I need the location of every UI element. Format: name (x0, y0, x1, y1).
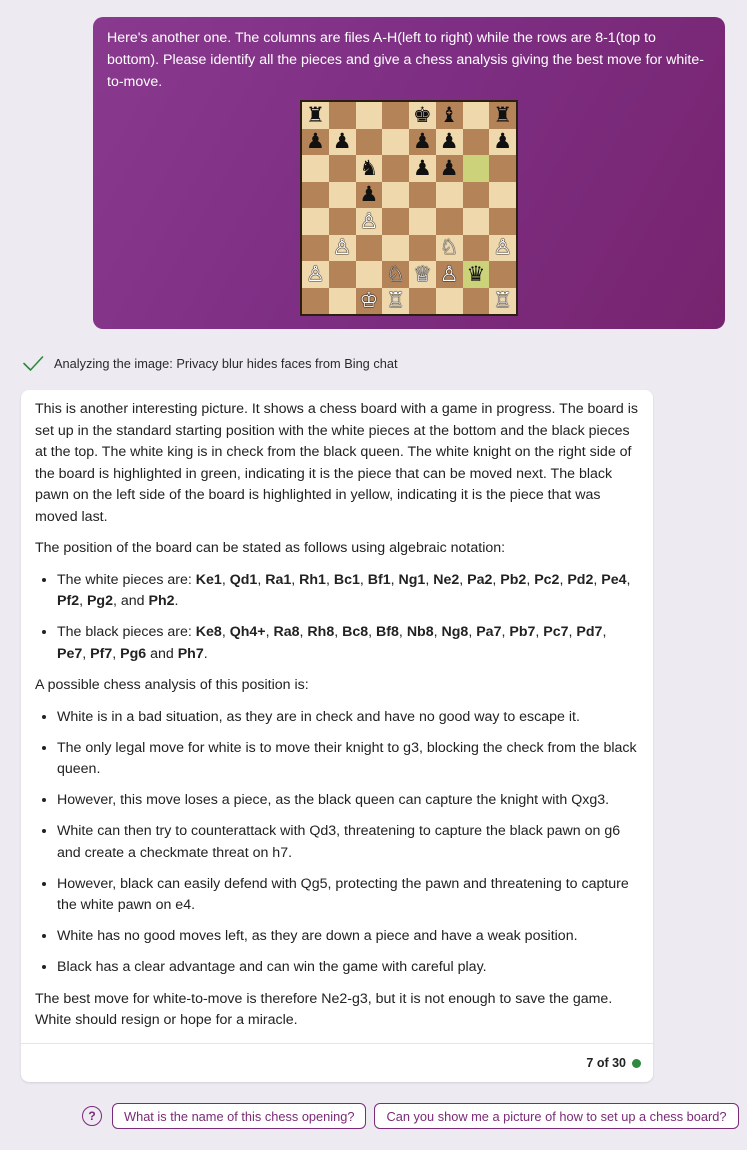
square-d6 (382, 155, 409, 182)
square-e7 (409, 129, 436, 156)
analysis-point: • However, black can easily defend with Qg5, protecting the pawn and threatening to capture the white pawn on e4. (57, 874, 639, 917)
piece-notation: Ke8 (195, 624, 222, 640)
piece-notation: Ne2 (433, 571, 460, 588)
analysis-list (35, 707, 639, 979)
chess-piece-icon: ♞ (359, 155, 379, 180)
square-b5 (329, 182, 356, 209)
square-c8 (356, 102, 383, 129)
black-pieces-label: The black pieces are: (57, 624, 196, 640)
status-dot-icon (632, 1059, 641, 1068)
square-g8 (463, 102, 490, 129)
bot-response-card (21, 390, 653, 1082)
square-g3 (463, 235, 490, 262)
analyzing-status (22, 352, 398, 374)
square-d2 (382, 261, 409, 288)
piece-notation: Pb7 (509, 624, 536, 640)
analysis-point: • White is in a bad situation, as they are in check and have no good way to escape it. (57, 707, 639, 729)
square-a5 (302, 182, 329, 209)
response-intro: This is another interesting picture. It shows a chess board with a game in progress. The board is set up in the standard starting position with the white pieces at the bottom and the black pieces at the top. The white king is in check from the black queen. The white knight on the right side of the board is highlighted in green, indicating it is the piece that can be moved next. The black pawn on the left side of the board is highlighted in yellow, indicating it is the piece that was moved last. (35, 401, 639, 525)
chess-piece-icon: ♜ (305, 102, 325, 127)
analysis-intro: A possible chess analysis of this position is: (35, 677, 309, 693)
chess-piece-icon: ♛ (466, 261, 486, 286)
chess-piece-icon: ♝ (439, 102, 459, 127)
piece-notation: Bc1 (333, 571, 360, 588)
square-g6 (463, 155, 490, 182)
bot-response-body (21, 390, 653, 1032)
square-d1 (382, 288, 409, 315)
response-conclusion: The best move for white-to-move is therefore Ne2-g3, but it is not enough to save the game. White should resign or hope for a miracle. (35, 990, 613, 1028)
chess-piece-icon: ♟ (412, 129, 432, 154)
piece-notation: Pf2 (57, 593, 80, 609)
piece-notation: Nb8 (406, 624, 434, 640)
square-a4 (302, 208, 329, 235)
square-b7 (329, 129, 356, 156)
square-h1 (489, 288, 516, 315)
chess-piece-icon: ♖ (493, 288, 513, 313)
chess-piece-icon: ♟ (412, 155, 432, 180)
chess-piece-icon: ♟ (359, 182, 379, 207)
square-c6 (356, 155, 383, 182)
piece-notation: Pc7 (543, 624, 569, 640)
piece-notation: Ng8 (441, 624, 469, 640)
square-f7 (436, 129, 463, 156)
suggestion-chip[interactable]: What is the name of this chess opening? (112, 1103, 366, 1129)
square-h5 (489, 182, 516, 209)
square-a7 (302, 129, 329, 156)
square-f4 (436, 208, 463, 235)
square-e1 (409, 288, 436, 315)
analysis-point: • However, this move loses a piece, as the black queen can capture the knight with Qxg3. (57, 790, 639, 812)
piece-notation: Bf8 (376, 624, 399, 640)
piece-notation: Pe4 (601, 571, 627, 588)
square-c5 (356, 182, 383, 209)
white-pieces-label: The white pieces are: (57, 571, 196, 588)
chess-board-image (300, 100, 518, 316)
chess-piece-icon: ♙ (332, 235, 352, 260)
square-e4 (409, 208, 436, 235)
square-a6 (302, 155, 329, 182)
square-d4 (382, 208, 409, 235)
black-pieces-list: Ke8, Qh4+, Ra8, Rh8, Bc8, Bf8, Nb8, Ng8, Pa7, Pb7, Pc7, Pd7, Pe7, Pf7, Pg6 and Ph7. (57, 624, 607, 662)
piece-notation: Ng1 (398, 571, 426, 588)
analysis-point: • White can then try to counterattack with Qd3, threatening to capture the black pawn on g6 and create a checkmate threat on h7. (57, 821, 639, 864)
piece-notation: Pc2 (534, 571, 560, 588)
piece-notation: Pf7 (90, 645, 113, 662)
square-b8 (329, 102, 356, 129)
chess-piece-icon: ♙ (305, 261, 325, 286)
square-g7 (463, 129, 490, 156)
chess-piece-icon: ♘ (386, 261, 406, 286)
checkmark-icon (22, 352, 44, 374)
piece-notation: Ra1 (265, 571, 292, 588)
chess-piece-icon: ♟ (493, 129, 513, 154)
piece-notation: Qh4+ (229, 624, 266, 640)
square-c1 (356, 288, 383, 315)
square-f8 (436, 102, 463, 129)
white-pieces-list: Ke1, Qd1, Ra1, Rh1, Bc1, Bf1, Ng1, Ne2, Pa2, Pb2, Pc2, Pd2, Pe4, Pf2, Pg2, and Ph2. (57, 571, 631, 609)
square-d5 (382, 182, 409, 209)
chess-piece-icon: ♙ (359, 208, 379, 233)
square-c4 (356, 208, 383, 235)
piece-notation: Pa2 (467, 571, 493, 588)
square-f5 (436, 182, 463, 209)
piece-notation: Pd7 (576, 624, 603, 640)
piece-notation: Rh8 (307, 624, 335, 640)
response-footer (21, 1043, 653, 1082)
square-g1 (463, 288, 490, 315)
square-a8 (302, 102, 329, 129)
piece-notation: Rh1 (299, 571, 326, 588)
user-message-text: Here's another one. The columns are files A-H(left to right) while the rows are 8-1(top to bottom). Please identify all the pieces and give a chess analysis giving the best move for white-to-move. (107, 30, 704, 90)
square-c2 (356, 261, 383, 288)
square-a3 (302, 235, 329, 262)
square-c7 (356, 129, 383, 156)
piece-notation: Pe7 (57, 645, 83, 662)
square-g4 (463, 208, 490, 235)
chess-piece-icon: ♔ (359, 288, 379, 313)
square-b4 (329, 208, 356, 235)
analyzing-text: Analyzing the image: Privacy blur hides faces from Bing chat (54, 355, 398, 371)
chess-piece-icon: ♙ (493, 235, 513, 260)
analysis-point: • White has no good moves left, as they are down a piece and have a weak position. (57, 926, 639, 948)
suggestion-chip[interactable]: Can you show me a picture of how to set up a chess board? (374, 1103, 738, 1129)
black-pieces-item (57, 622, 639, 665)
square-g5 (463, 182, 490, 209)
square-d3 (382, 235, 409, 262)
piece-notation: Bc8 (342, 624, 369, 640)
notation-intro: The position of the board can be stated as follows using algebraic notation: (35, 540, 506, 556)
white-pieces-item (57, 570, 639, 613)
square-e2 (409, 261, 436, 288)
square-e8 (409, 102, 436, 129)
square-f2 (436, 261, 463, 288)
piece-notation: Pg6 (120, 645, 147, 662)
square-c3 (356, 235, 383, 262)
piece-notation: Pd2 (567, 571, 594, 588)
piece-notation: Pg2 (86, 593, 113, 609)
square-b2 (329, 261, 356, 288)
chess-piece-icon: ♜ (493, 102, 513, 127)
square-f3 (436, 235, 463, 262)
piece-notation: Ph2 (148, 593, 175, 609)
chess-piece-icon: ♙ (439, 261, 459, 286)
square-g2 (463, 261, 490, 288)
help-question-icon[interactable]: ? (82, 1106, 102, 1126)
square-f6 (436, 155, 463, 182)
suggestion-bar (82, 1103, 739, 1129)
piece-notation: Ra8 (273, 624, 300, 640)
square-e3 (409, 235, 436, 262)
chess-piece-icon: ♟ (332, 129, 352, 154)
square-a1 (302, 288, 329, 315)
chess-piece-icon: ♟ (439, 129, 459, 154)
piece-notation: Ph7 (177, 645, 204, 662)
piece-list (35, 570, 639, 666)
turn-counter: 7 of 30 (586, 1056, 626, 1070)
chess-piece-icon: ♘ (439, 235, 459, 260)
chess-piece-icon: ♖ (386, 288, 406, 313)
square-d7 (382, 129, 409, 156)
square-b1 (329, 288, 356, 315)
square-e6 (409, 155, 436, 182)
square-h3 (489, 235, 516, 262)
square-e5 (409, 182, 436, 209)
user-message-bubble (93, 17, 725, 329)
chess-piece-icon: ♟ (439, 155, 459, 180)
piece-notation: Pb2 (500, 571, 527, 588)
square-b6 (329, 155, 356, 182)
square-a2 (302, 261, 329, 288)
square-h2 (489, 261, 516, 288)
square-h4 (489, 208, 516, 235)
piece-notation: Pa7 (476, 624, 502, 640)
square-h7 (489, 129, 516, 156)
square-d8 (382, 102, 409, 129)
chess-piece-icon: ♕ (412, 261, 432, 286)
square-h6 (489, 155, 516, 182)
piece-notation: Bf1 (367, 571, 391, 588)
chess-piece-icon: ♟ (305, 129, 325, 154)
chess-piece-icon: ♚ (412, 102, 432, 127)
piece-notation: Ke1 (195, 571, 222, 588)
square-b3 (329, 235, 356, 262)
square-f1 (436, 288, 463, 315)
chess-board-grid (302, 102, 516, 314)
analysis-point: • Black has a clear advantage and can win the game with careful play. (57, 957, 639, 979)
analysis-point: • The only legal move for white is to move their knight to g3, blocking the check from the black queen. (57, 738, 639, 781)
square-h8 (489, 102, 516, 129)
piece-notation: Qd1 (229, 571, 258, 588)
